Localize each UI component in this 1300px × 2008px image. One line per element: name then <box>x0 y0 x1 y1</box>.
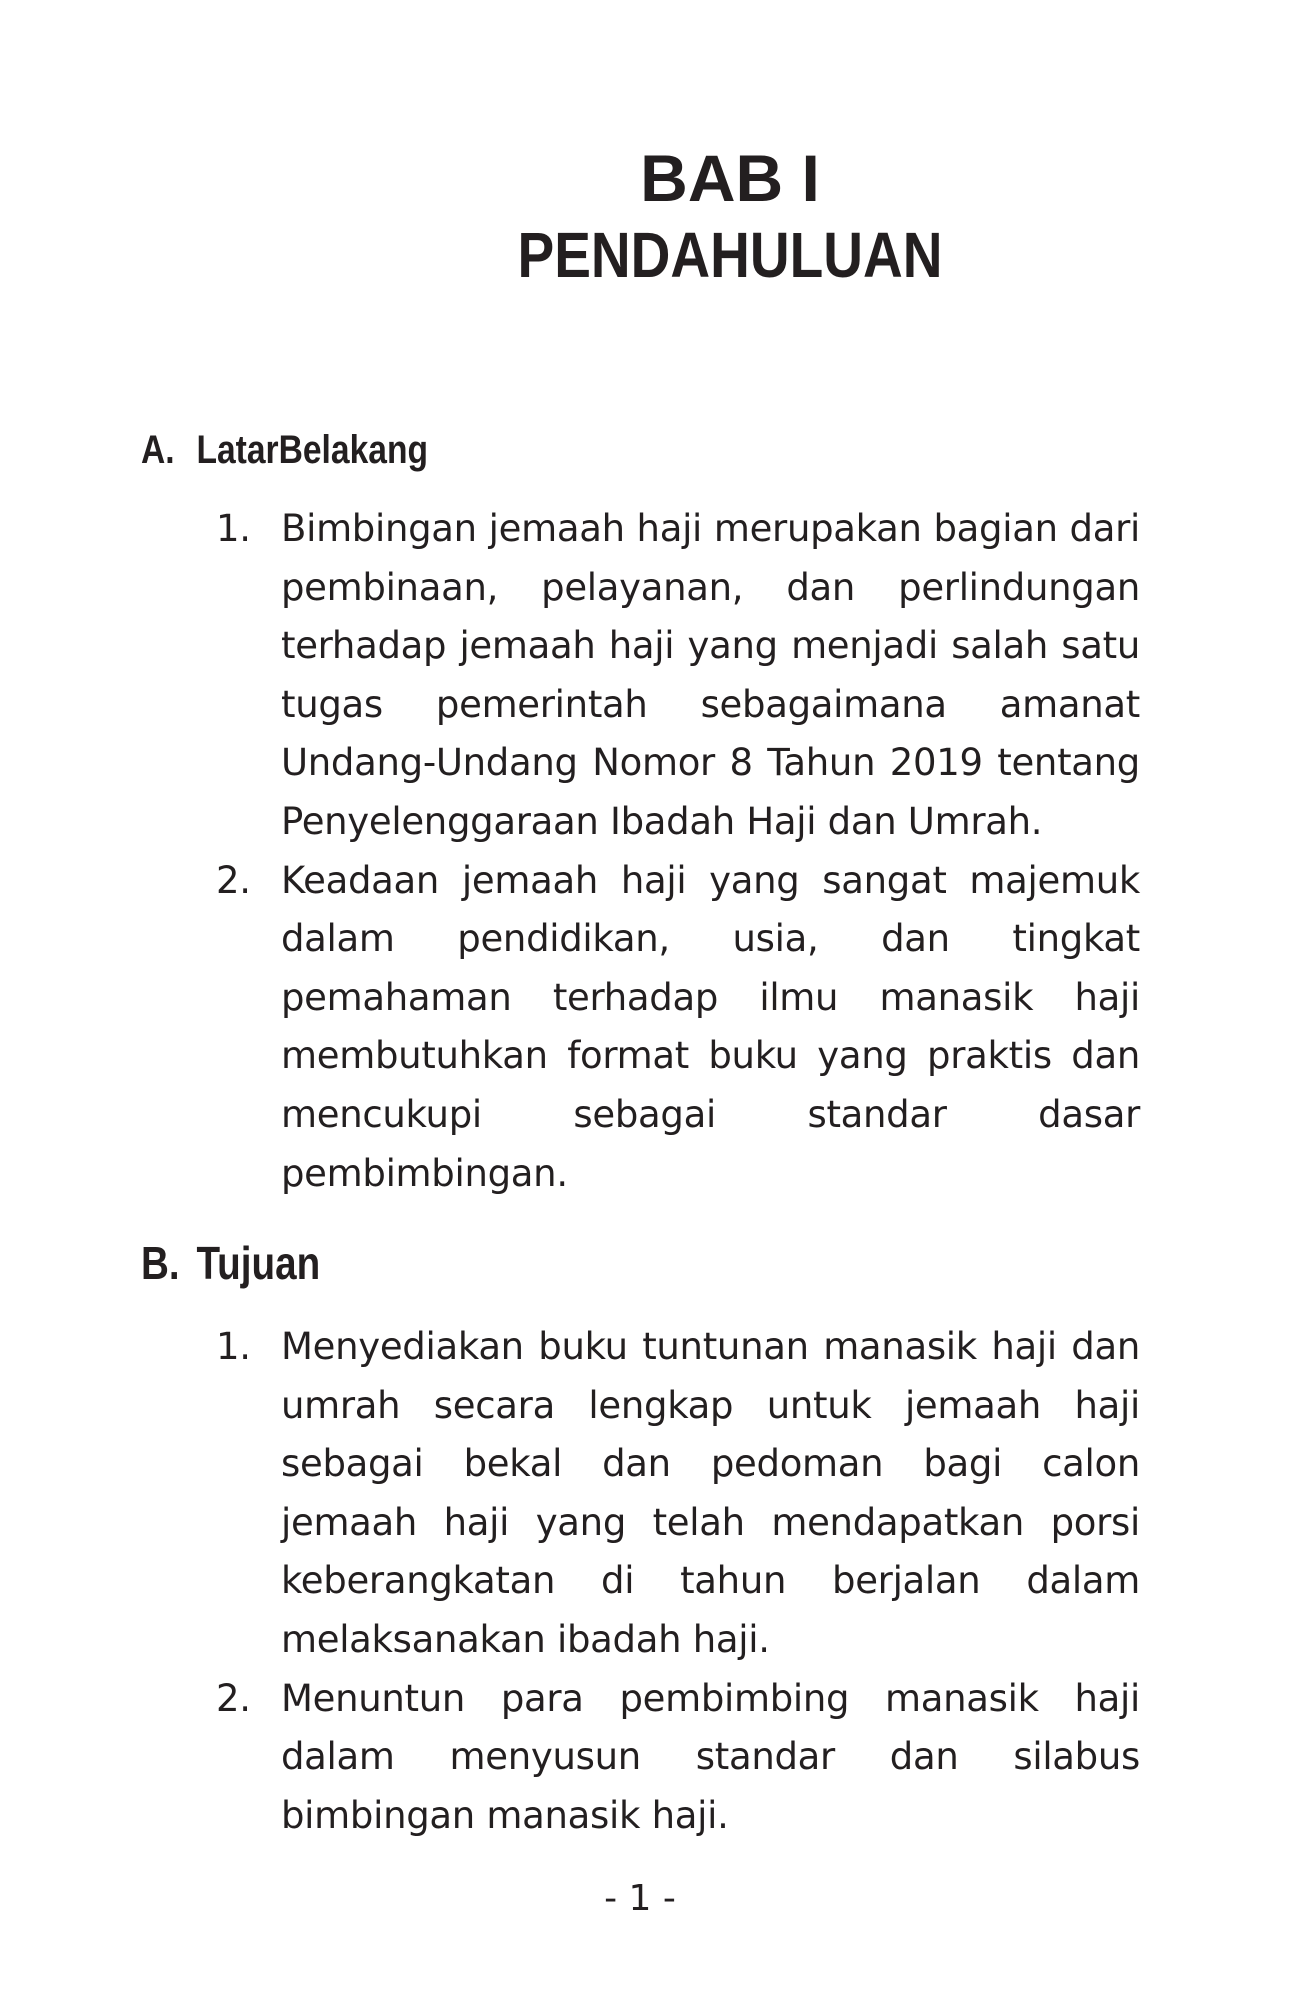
section-heading <box>141 1238 981 1288</box>
item-text: Menuntun para pembimbing manasik haji dalam menyusun standar dan silabus bimbingan manasik haji. <box>281 1676 1140 1837</box>
chapter-title: PENDAHULUAN <box>517 219 943 291</box>
list-item <box>200 1318 1140 1670</box>
item-number: 1. <box>216 507 251 550</box>
section-title: LatarBelakang <box>196 428 429 472</box>
item-number: 2. <box>216 1676 251 1720</box>
section-letter: A. <box>141 428 175 472</box>
section-letter: B. <box>141 1237 180 1289</box>
list-item <box>200 500 1140 852</box>
list-item <box>200 852 1140 1204</box>
item-text: Menyediakan buku tuntunan manasik haji dan umrah secara lengkap untuk jemaah haji sebagai bekal dan pedoman bagi calon jemaah haji yang telah mendapatkan porsi keberangkatan di tahun berjalan dalam melaksanakan ibadah haji. <box>281 1325 1140 1661</box>
chapter-label: BAB I <box>640 141 820 215</box>
item-number: 2. <box>216 858 251 902</box>
section-tujuan <box>141 1238 1141 1288</box>
section-title: Tujuan <box>196 1237 321 1289</box>
item-text: Keadaan jemaah haji yang sangat majemuk dalam pendidikan, usia, dan tingkat pemahaman terhadap ilmu manasik haji membutuhkan format buku yang praktis dan mencukupi sebagai standar dasar pembimbingan. <box>281 858 1140 1195</box>
item-text: Bimbingan jemaah haji merupakan bagian dari pembinaan, pelayanan, dan perlindungan terhadap jemaah haji yang menjadi salah satu tugas pemerintah sebagaimana amanat Undang-Undang Nomor 8 Tahun 2019 tentang Penyelenggaraan Ibadah Haji dan Umrah. <box>281 507 1140 843</box>
section-heading <box>141 425 981 475</box>
list-item <box>200 1670 1140 1846</box>
section-b-list <box>200 1318 1140 1845</box>
page-number: - 1 - <box>604 1878 676 1919</box>
section-a-list <box>200 500 1140 1203</box>
section-latar-belakang <box>141 425 1141 475</box>
item-number: 1. <box>216 1325 251 1368</box>
